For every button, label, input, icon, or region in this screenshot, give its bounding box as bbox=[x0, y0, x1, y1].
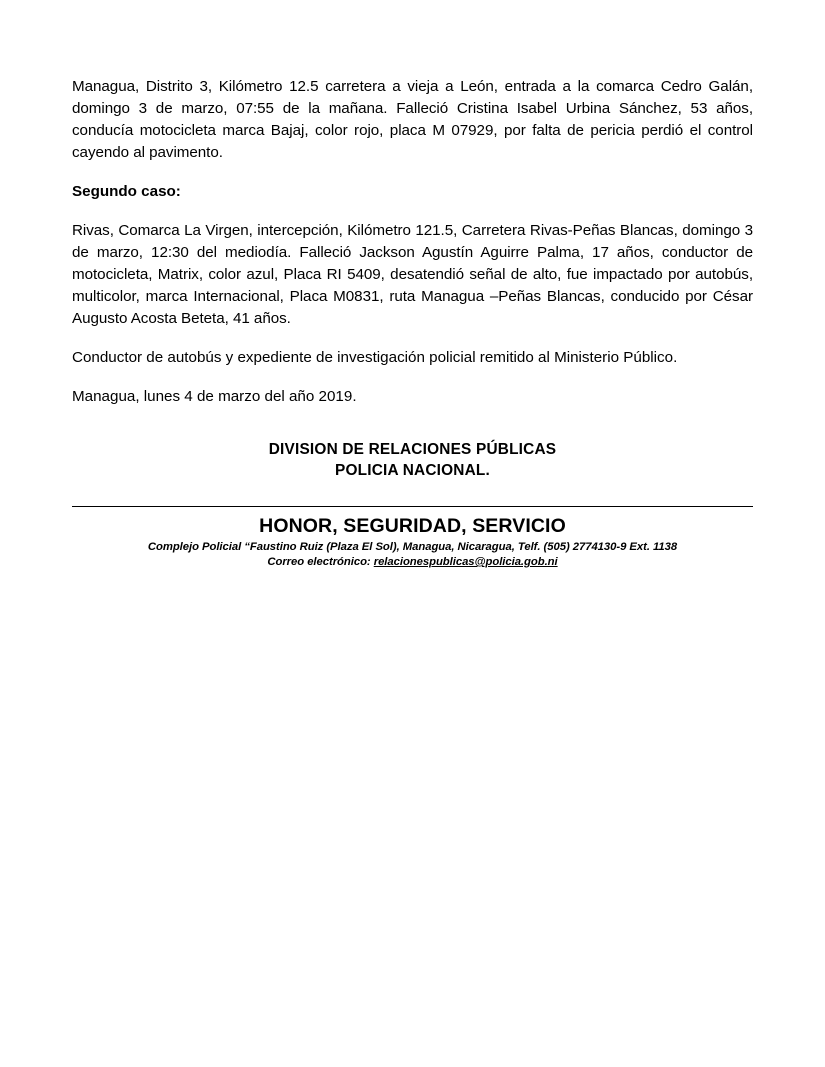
signature-institution-line: POLICIA NACIONAL. bbox=[334, 462, 491, 479]
footer-email-address[interactable]: relacionespublicas@policia.gob.ni bbox=[373, 556, 558, 568]
footer-divider bbox=[72, 506, 753, 507]
footer-email-line bbox=[72, 555, 753, 570]
paragraph-second-case-detail: Rivas, Comarca La Virgen, intercepción, Kilómetro 121.5, Carretera Rivas-Peñas Blancas, domingo 3 de marzo, 12:30 del mediodía. Falleció Jackson Agustín Aguirre Palma, 17 años, conductor de motocicleta, Matrix, color azul, Placa RI 5409, desatendió señal de alto, fue impactado por autobús, multicolor, marca Internacional, Placa M0831, ruta Managua –Peñas Blancas, conducido por César Augusto Acosta Beteta, 41 años. bbox=[72, 222, 753, 327]
heading-segundo-caso: Segundo caso: bbox=[72, 183, 181, 200]
signature-block bbox=[72, 439, 753, 481]
paragraph-dateline: Managua, lunes 4 de marzo del año 2019. bbox=[72, 388, 357, 405]
paragraph-remittal-note: Conductor de autobús y expediente de investigación policial remitido al Ministerio Público. bbox=[72, 349, 678, 366]
paragraph-first-case-detail: Managua, Distrito 3, Kilómetro 12.5 carretera a vieja a León, entrada a la comarca Cedro Galán, domingo 3 de marzo, 07:55 de la mañana. Falleció Cristina Isabel Urbina Sánchez, 53 años, conducía motocicleta marca Bajaj, color rojo, placa M 07929, por falta de pericia perdió el control cayendo al pavimento. bbox=[72, 78, 753, 161]
page-footer bbox=[72, 506, 753, 570]
footer-motto: HONOR, SEGURIDAD, SERVICIO bbox=[259, 515, 566, 537]
signature-division-line: DIVISION DE RELACIONES PÚBLICAS bbox=[268, 441, 557, 458]
document-body bbox=[72, 76, 753, 481]
footer-address: Complejo Policial “Faustino Ruiz (Plaza El Sol), Managua, Nicaragua, Telf. (505) 2774130-9 Ext. 1138 bbox=[147, 541, 678, 553]
footer-email-label: Correo electrónico: bbox=[267, 556, 374, 568]
